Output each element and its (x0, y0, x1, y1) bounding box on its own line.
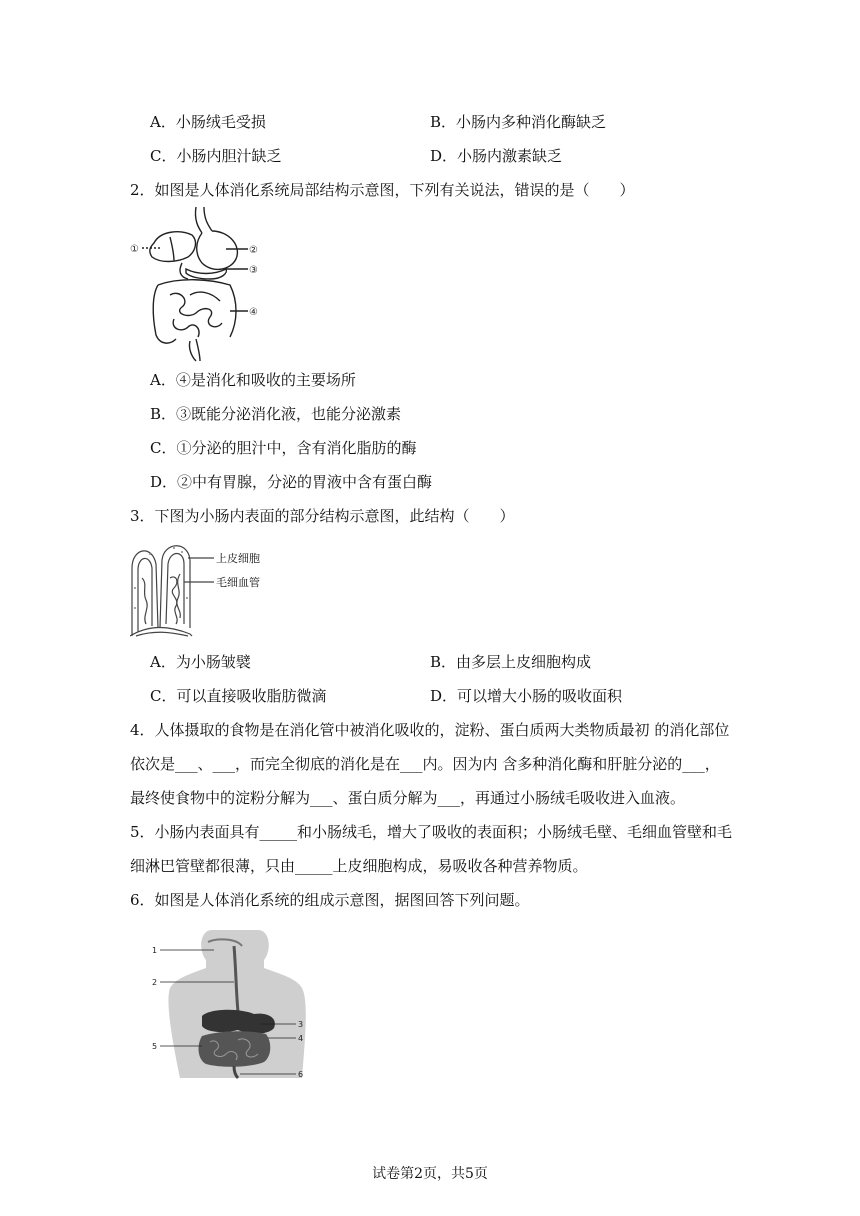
q5-line-2: 细淋巴管壁都很薄，只由_____上皮细胞构成，易吸收各种营养物质。 (130, 857, 588, 875)
q4-line-3: 最终使食物中的淀粉分解为___、蛋白质分解为___，再通过小肠绒毛吸收进入血液。 (130, 789, 686, 807)
q1-option-a: A．小肠绒毛受损 (150, 113, 266, 131)
q2-option-a: A．④是消化和吸收的主要场所 (150, 371, 356, 389)
fig2-label-4: ④ (249, 307, 258, 318)
digestive-system-partial-figure (130, 205, 270, 365)
fig6-label-2: 2 (152, 978, 158, 987)
q5-line-1: 5．小肠内表面具有_____和小肠绒毛，增大了吸收的表面积；小肠绒毛壁、毛细血管壁和毛 (130, 823, 733, 841)
q3-option-a: A．为小肠皱襞 (150, 653, 251, 671)
page-footer: 试卷第2页，共5页 (372, 1166, 488, 1182)
fig6-label-6: 6 (298, 1070, 304, 1079)
q3-option-b: B．由多层上皮细胞构成 (430, 653, 592, 671)
fig6-label-3: 3 (298, 1020, 304, 1029)
fig6-label-4: 4 (298, 1034, 304, 1043)
fig2-label-2: ② (249, 245, 258, 256)
q3-option-c: C．可以直接吸收脂肪微滴 (150, 687, 327, 705)
q2-option-c: C．①分泌的胆汁中，含有消化脂肪的酶 (150, 439, 417, 457)
fig3-label-capillary: 毛细血管 (216, 576, 260, 589)
q3-stem: 3．下图为小肠内表面的部分结构示意图，此结构（ ） (130, 507, 515, 525)
q6-stem: 6．如图是人体消化系统的组成示意图，据图回答下列问题。 (130, 891, 530, 909)
q2-option-b: B．③既能分泌消化液，也能分泌激素 (150, 405, 402, 423)
fig6-label-1: 1 (152, 946, 158, 955)
fig3-label-epithelial-cell: 上皮细胞 (216, 552, 260, 565)
q4-line-1: 4．人体摄取的食物是在消化管中被消化吸收的，淀粉、蛋白质两大类物质最初 的消化部位 (130, 721, 730, 739)
fig2-label-3: ③ (249, 265, 258, 276)
villus-figure (130, 538, 280, 638)
fig2-label-1: ① (130, 244, 139, 255)
q2-option-d: D．②中有胃腺，分泌的胃液中含有蛋白酶 (150, 473, 433, 491)
digestive-system-full-figure (150, 930, 310, 1080)
q1-option-d: D．小肠内激素缺乏 (430, 147, 563, 165)
fig6-label-5: 5 (152, 1042, 158, 1051)
q2-stem: 2．如图是人体消化系统局部结构示意图，下列有关说法，错误的是（ ） (130, 181, 635, 199)
q3-option-d: D．可以增大小肠的吸收面积 (430, 687, 623, 705)
q4-line-2: 依次是___、___，而完全彻底的消化是在___内。因为内 含多种消化酶和肝脏分泌的___， (130, 755, 720, 773)
q1-option-b: B．小肠内多种消化酶缺乏 (430, 113, 607, 131)
q1-option-c: C．小肠内胆汁缺乏 (150, 147, 282, 165)
